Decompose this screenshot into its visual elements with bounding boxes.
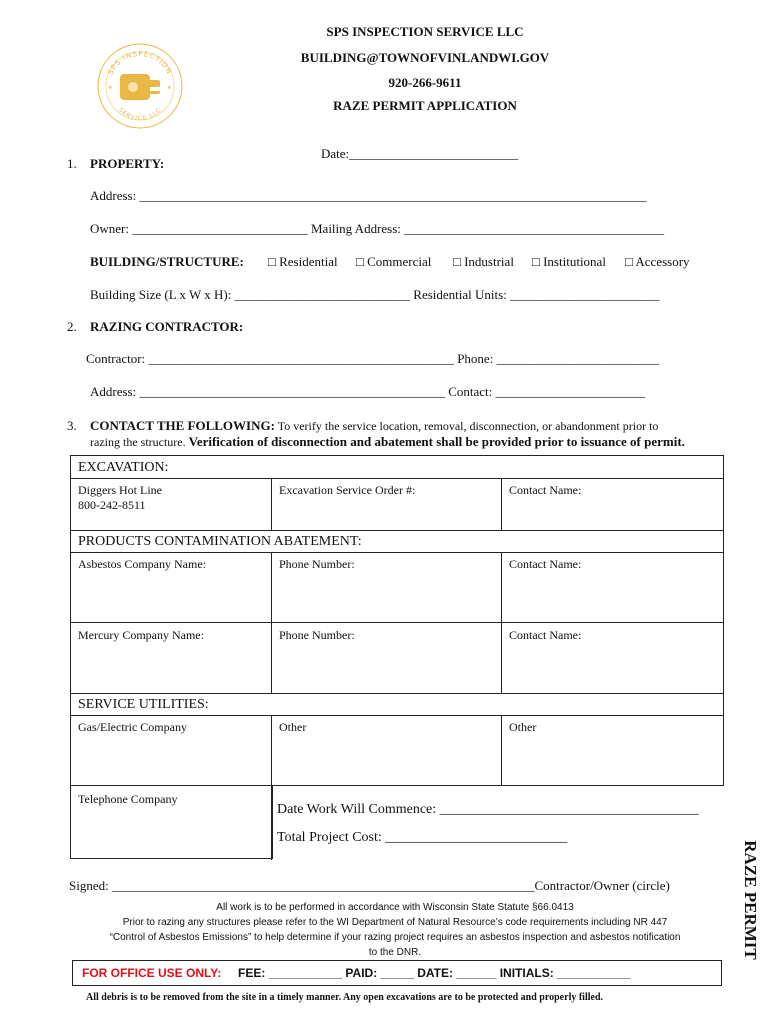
svg-text:★: ★ bbox=[167, 85, 172, 91]
dnr-note-2: “Control of Asbestos Emissions” to help determine if your razing project requires an asbestos inspection and asbestos notification bbox=[109, 932, 681, 943]
utilities-heading: SERVICE UTILITIES: bbox=[78, 697, 209, 712]
owner-mailing-field[interactable]: Owner: ___________________________ Mailing Address: ________________________________________ bbox=[90, 221, 665, 236]
company-email: BUILDING@TOWNOFVINLANDWI.GOV bbox=[300, 50, 550, 65]
diggers-hotline-phone: 800-242-8511 bbox=[78, 498, 146, 512]
checkbox-accessory[interactable]: □ Accessory bbox=[625, 254, 690, 269]
svg-text:SERVICE LLC bbox=[117, 106, 163, 122]
checkbox-institutional[interactable]: □ Institutional bbox=[532, 254, 606, 269]
building-size-field[interactable]: Building Size (L x W x H): ___________________________ Residential Units: _______________________ bbox=[90, 287, 660, 302]
asbestos-company-field[interactable]: Asbestos Company Name: bbox=[78, 557, 206, 571]
svg-text:SPS INSPECTION bbox=[107, 50, 174, 76]
checkbox-residential[interactable]: □ Residential bbox=[268, 254, 338, 269]
company-phone: 920-266-9611 bbox=[388, 75, 462, 90]
section-1-title: PROPERTY: bbox=[90, 156, 165, 171]
section-2-number: 2. bbox=[67, 319, 77, 334]
section-3-text bbox=[90, 418, 730, 450]
asbestos-phone-field[interactable]: Phone Number: bbox=[279, 557, 355, 571]
abatement-heading: PRODUCTS CONTAMINATION ABATEMENT: bbox=[78, 534, 362, 549]
side-title-text: RAZE PERMIT bbox=[741, 840, 760, 960]
excavation-heading: EXCAVATION: bbox=[78, 460, 169, 475]
notes-block bbox=[60, 900, 730, 960]
asbestos-contact-field[interactable]: Contact Name: bbox=[509, 557, 582, 571]
section-3-number: 3. bbox=[67, 418, 77, 433]
contractor-address-field[interactable]: Address: _______________________________________________ Contact: _______________________ bbox=[90, 384, 646, 399]
section-3-instructions-2: razing the structure. bbox=[90, 435, 186, 449]
checkbox-commercial[interactable]: □ Commercial bbox=[356, 254, 432, 269]
logo-bottom-text: SERVICE LLC bbox=[116, 106, 164, 123]
section-3-instructions: To verify the service location, removal, disconnection, or abandonment prior to bbox=[277, 419, 659, 433]
form-title: RAZE PERMIT APPLICATION bbox=[333, 98, 517, 113]
section-3-bold-note: Verification of disconnection and abatement shall be provided prior to issuance of permit. bbox=[188, 434, 685, 449]
mercury-company-field[interactable]: Mercury Company Name: bbox=[78, 628, 204, 642]
section-3-title: CONTACT THE FOLLOWING: bbox=[90, 418, 275, 433]
utility-other-field-1[interactable]: Other bbox=[279, 720, 307, 734]
gas-electric-field[interactable]: Gas/Electric Company bbox=[78, 720, 187, 734]
excavation-order-field[interactable]: Excavation Service Order #: bbox=[279, 483, 416, 497]
office-use-label: FOR OFFICE USE ONLY: bbox=[82, 966, 222, 980]
mercury-contact-field[interactable]: Contact Name: bbox=[509, 628, 582, 642]
statute-note: All work is to be performed in accordance with Wisconsin State Statute §66.0413 bbox=[216, 902, 574, 913]
utility-other-field-2[interactable]: Other bbox=[509, 720, 537, 734]
commence-date-field[interactable]: Date Work Will Commence: _____________________________________ bbox=[277, 802, 699, 817]
property-address-field[interactable]: Address: ______________________________________________________________________________ bbox=[90, 188, 647, 203]
contractor-phone-field[interactable]: Contractor: _______________________________________________ Phone: _________________________ bbox=[86, 351, 660, 366]
dnr-note-1: Prior to razing any structures please refer to the WI Department of Natural Resource’s code requirements including NR 447 bbox=[122, 917, 668, 928]
section-2-title: RAZING CONTRACTOR: bbox=[90, 319, 244, 334]
mercury-phone-field[interactable]: Phone Number: bbox=[279, 628, 355, 642]
dnr-note-3: to the DNR. bbox=[368, 947, 422, 958]
company-logo bbox=[96, 42, 184, 130]
diggers-hotline-label: Diggers Hot Line bbox=[78, 483, 162, 497]
checkbox-industrial[interactable]: □ Industrial bbox=[453, 254, 514, 269]
signature-field[interactable]: Signed: _________________________________________________________________Contractor/Owner (circle) bbox=[69, 878, 670, 893]
section-1-number: 1. bbox=[67, 156, 77, 171]
building-structure-label: BUILDING/STRUCTURE: bbox=[90, 254, 244, 269]
company-name: SPS INSPECTION SERVICE LLC bbox=[326, 24, 524, 39]
office-use-fields[interactable]: FEE: ___________ PAID: _____ DATE: ______ INITIALS: ___________ bbox=[238, 966, 631, 980]
telephone-company-field[interactable]: Telephone Company bbox=[78, 792, 178, 806]
diggers-hotline-cell bbox=[71, 479, 271, 517]
side-title bbox=[735, 830, 765, 970]
logo-top-text: SPS INSPECTION bbox=[106, 49, 174, 76]
date-field[interactable]: Date:__________________________ bbox=[321, 146, 519, 161]
excavation-contact-field[interactable]: Contact Name: bbox=[509, 483, 582, 497]
office-use-box bbox=[72, 960, 722, 986]
footer-note: All debris is to be removed from the site in a timely manner. Any open excavations are to be protected and properly filled. bbox=[86, 992, 604, 1003]
svg-text:★: ★ bbox=[108, 85, 113, 91]
project-cost-field[interactable]: Total Project Cost: __________________________ bbox=[277, 830, 568, 845]
